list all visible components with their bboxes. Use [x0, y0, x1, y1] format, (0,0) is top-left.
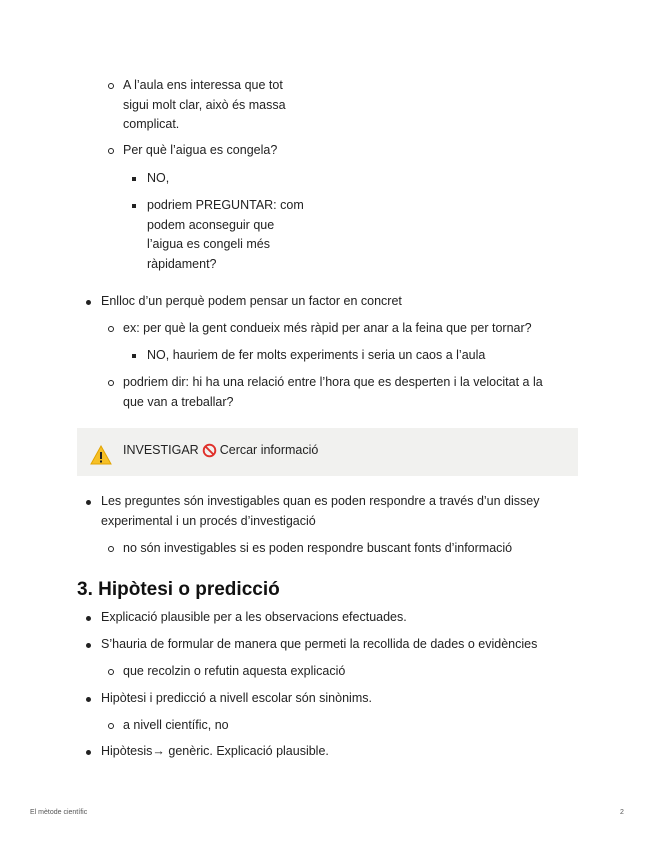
callout-text-before: INVESTIGAR: [123, 443, 199, 457]
callout-box: [77, 428, 578, 476]
list-item: Enlloc d’un perquè podem pensar un factor en concret: [101, 294, 402, 308]
list-item: Explicació plausible per a les observacions efectuades.: [101, 610, 407, 624]
page-number: 2: [620, 809, 624, 816]
circle-bullet: [108, 148, 114, 154]
disc-bullet: [86, 697, 91, 702]
warning-icon: [90, 445, 112, 465]
circle-bullet: [108, 83, 114, 89]
list-item: podriem PREGUNTAR: com podem aconseguir que l’aigua es congeli més ràpidament?: [147, 198, 304, 271]
no-entry-icon: [202, 443, 217, 458]
disc-bullet: [86, 300, 91, 305]
list-item: Les preguntes són investigables quan es poden respondre a través d’un dissey experimental i un procés d’investigació: [101, 494, 540, 528]
list-item: NO,: [147, 171, 170, 185]
disc-bullet: [86, 750, 91, 755]
list-item: A l’aula ens interessa que tot sigui molt clar, això és massa complicat.: [123, 78, 286, 131]
footer-title: El mètode científic: [30, 809, 88, 816]
list-item: que recolzin o refutin aquesta explicació: [123, 664, 346, 678]
circle-bullet: [108, 546, 114, 552]
square-bullet: [132, 177, 136, 181]
circle-bullet: [108, 380, 114, 386]
section-heading: 3. Hipòtesi o predicció: [77, 579, 280, 600]
disc-bullet: [86, 500, 91, 505]
list-item: Per què l’aigua es congela?: [123, 143, 278, 157]
circle-bullet: [108, 669, 114, 675]
list-item: no són investigables si es poden respondre buscant fonts d’informació: [123, 541, 513, 555]
list-item: Hipòtesis→ genèric. Explicació plausible.: [101, 744, 329, 758]
list-item: ex: per què la gent condueix més ràpid per anar a la feina que per tornar?: [123, 321, 532, 335]
square-bullet: [132, 204, 136, 208]
list-item: NO, hauriem de fer molts experiments i seria un caos a l’aula: [147, 348, 486, 362]
list-item: S’hauria de formular de manera que permeti la recollida de dades o evidències: [101, 637, 538, 651]
disc-bullet: [86, 643, 91, 648]
square-bullet: [132, 354, 136, 358]
circle-bullet: [108, 326, 114, 332]
disc-bullet: [86, 616, 91, 621]
circle-bullet: [108, 723, 114, 729]
callout-text: [123, 441, 318, 461]
list-item: Hipòtesi i predicció a nivell escolar són sinònims.: [101, 691, 372, 705]
callout-text-after: Cercar informació: [219, 443, 319, 457]
list-item: a nivell científic, no: [123, 718, 229, 732]
list-item: podriem dir: hi ha una relació entre l’hora que es desperten i la velocitat a la que van a treballar?: [123, 375, 543, 409]
